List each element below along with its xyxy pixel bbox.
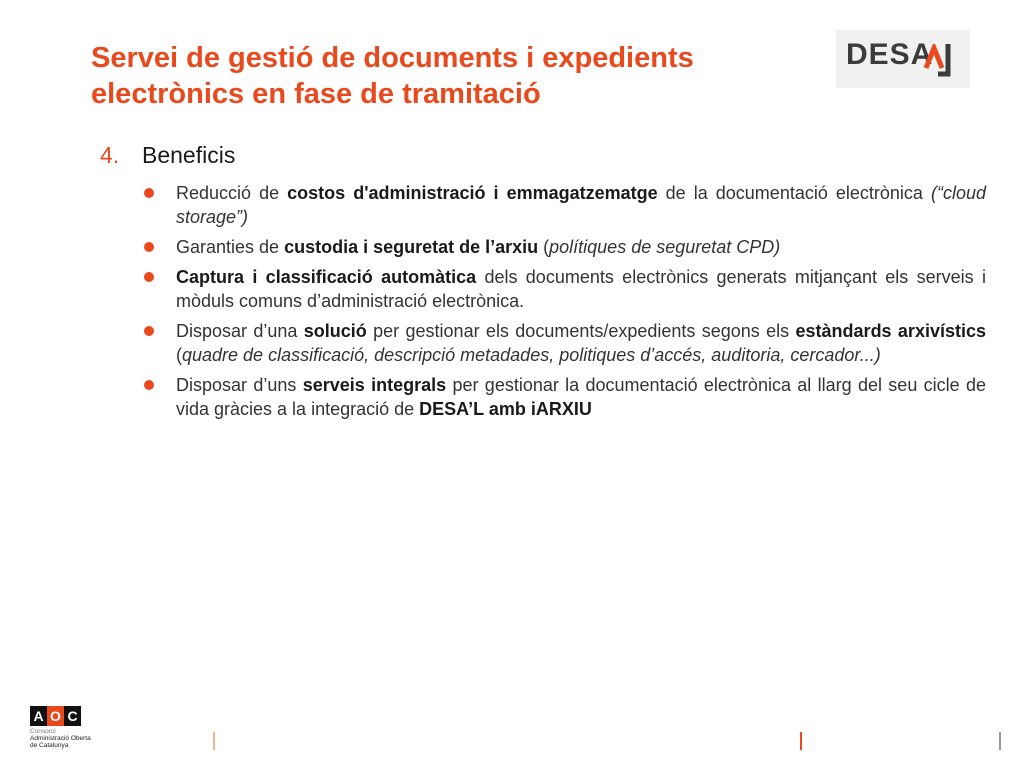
item-bold-text: solució [303,321,367,341]
aoc-letter-o: O [47,706,64,726]
item-text: Garanties de [176,237,285,257]
org-line-2: Administració Oberta [30,735,91,742]
item-italic-text: polítiques de seguretat CPD) [549,237,781,257]
title-line-2: electrònics en fase de tramitació [91,78,541,110]
list-item [140,373,986,421]
bullet-icon [144,380,154,390]
org-name [30,728,120,749]
desa-logo-mark-icon [924,44,958,78]
list-item [140,319,986,367]
item-text: ( [176,345,182,365]
section-heading [100,142,980,169]
footer-divider [800,732,802,750]
item-bold-text: estàndards arxivístics [795,321,986,341]
slide-title [91,40,831,112]
item-italic-text: quadre de classificació, descripció metadades, politiques d’accés, auditoria, cercador...) [182,345,881,365]
list-item [140,181,986,229]
org-line-3: de Catalunya [30,742,69,749]
list-item [140,235,986,259]
item-text: Disposar d’una [176,321,304,341]
footer-divider [999,732,1001,750]
title-line-1: Servei de gestió de documents i expedients [91,42,694,74]
item-bold-text: Captura i classificació automàtica [176,267,477,287]
item-text: Reducció de [176,183,288,203]
aoc-letter-a: A [30,706,47,726]
footer-divider [213,732,215,750]
item-text: dels documents electrònics generats mitjançant els serveis i mòduls comuns d’administració electrònica. [176,267,986,311]
org-line-1: Consorci [30,728,56,735]
bullet-icon [144,326,154,336]
bullet-icon [144,188,154,198]
desa-logo-text: DESA [846,38,934,71]
item-bold-text: serveis integrals [302,375,447,395]
list-item [140,265,986,313]
item-bold-text: DESA’L amb iARXIU [419,399,592,419]
aoc-logo [30,706,120,749]
section-label: Beneficis [142,142,236,168]
item-bold-text: costos d'administració i emmagatzematge [287,183,658,203]
item-bold-text: custodia i seguretat de l’arxiu [284,237,539,257]
section-number: 4. [100,142,120,168]
item-text: de la documentació electrònica [657,183,931,203]
item-text: Disposar d’uns [176,375,303,395]
bullet-icon [144,242,154,252]
item-text: ( [538,237,550,257]
desa-logo [836,30,970,88]
benefits-list [140,181,986,427]
item-text: per gestionar la documentació electrònica al llarg del seu cicle de vida gràcies a la integració de [176,375,987,419]
item-italic-text: (“cloud storage”) [176,183,986,227]
bullet-icon [144,272,154,282]
aoc-letter-c: C [64,706,81,726]
item-text: per gestionar els documents/expedients segons els [366,321,796,341]
